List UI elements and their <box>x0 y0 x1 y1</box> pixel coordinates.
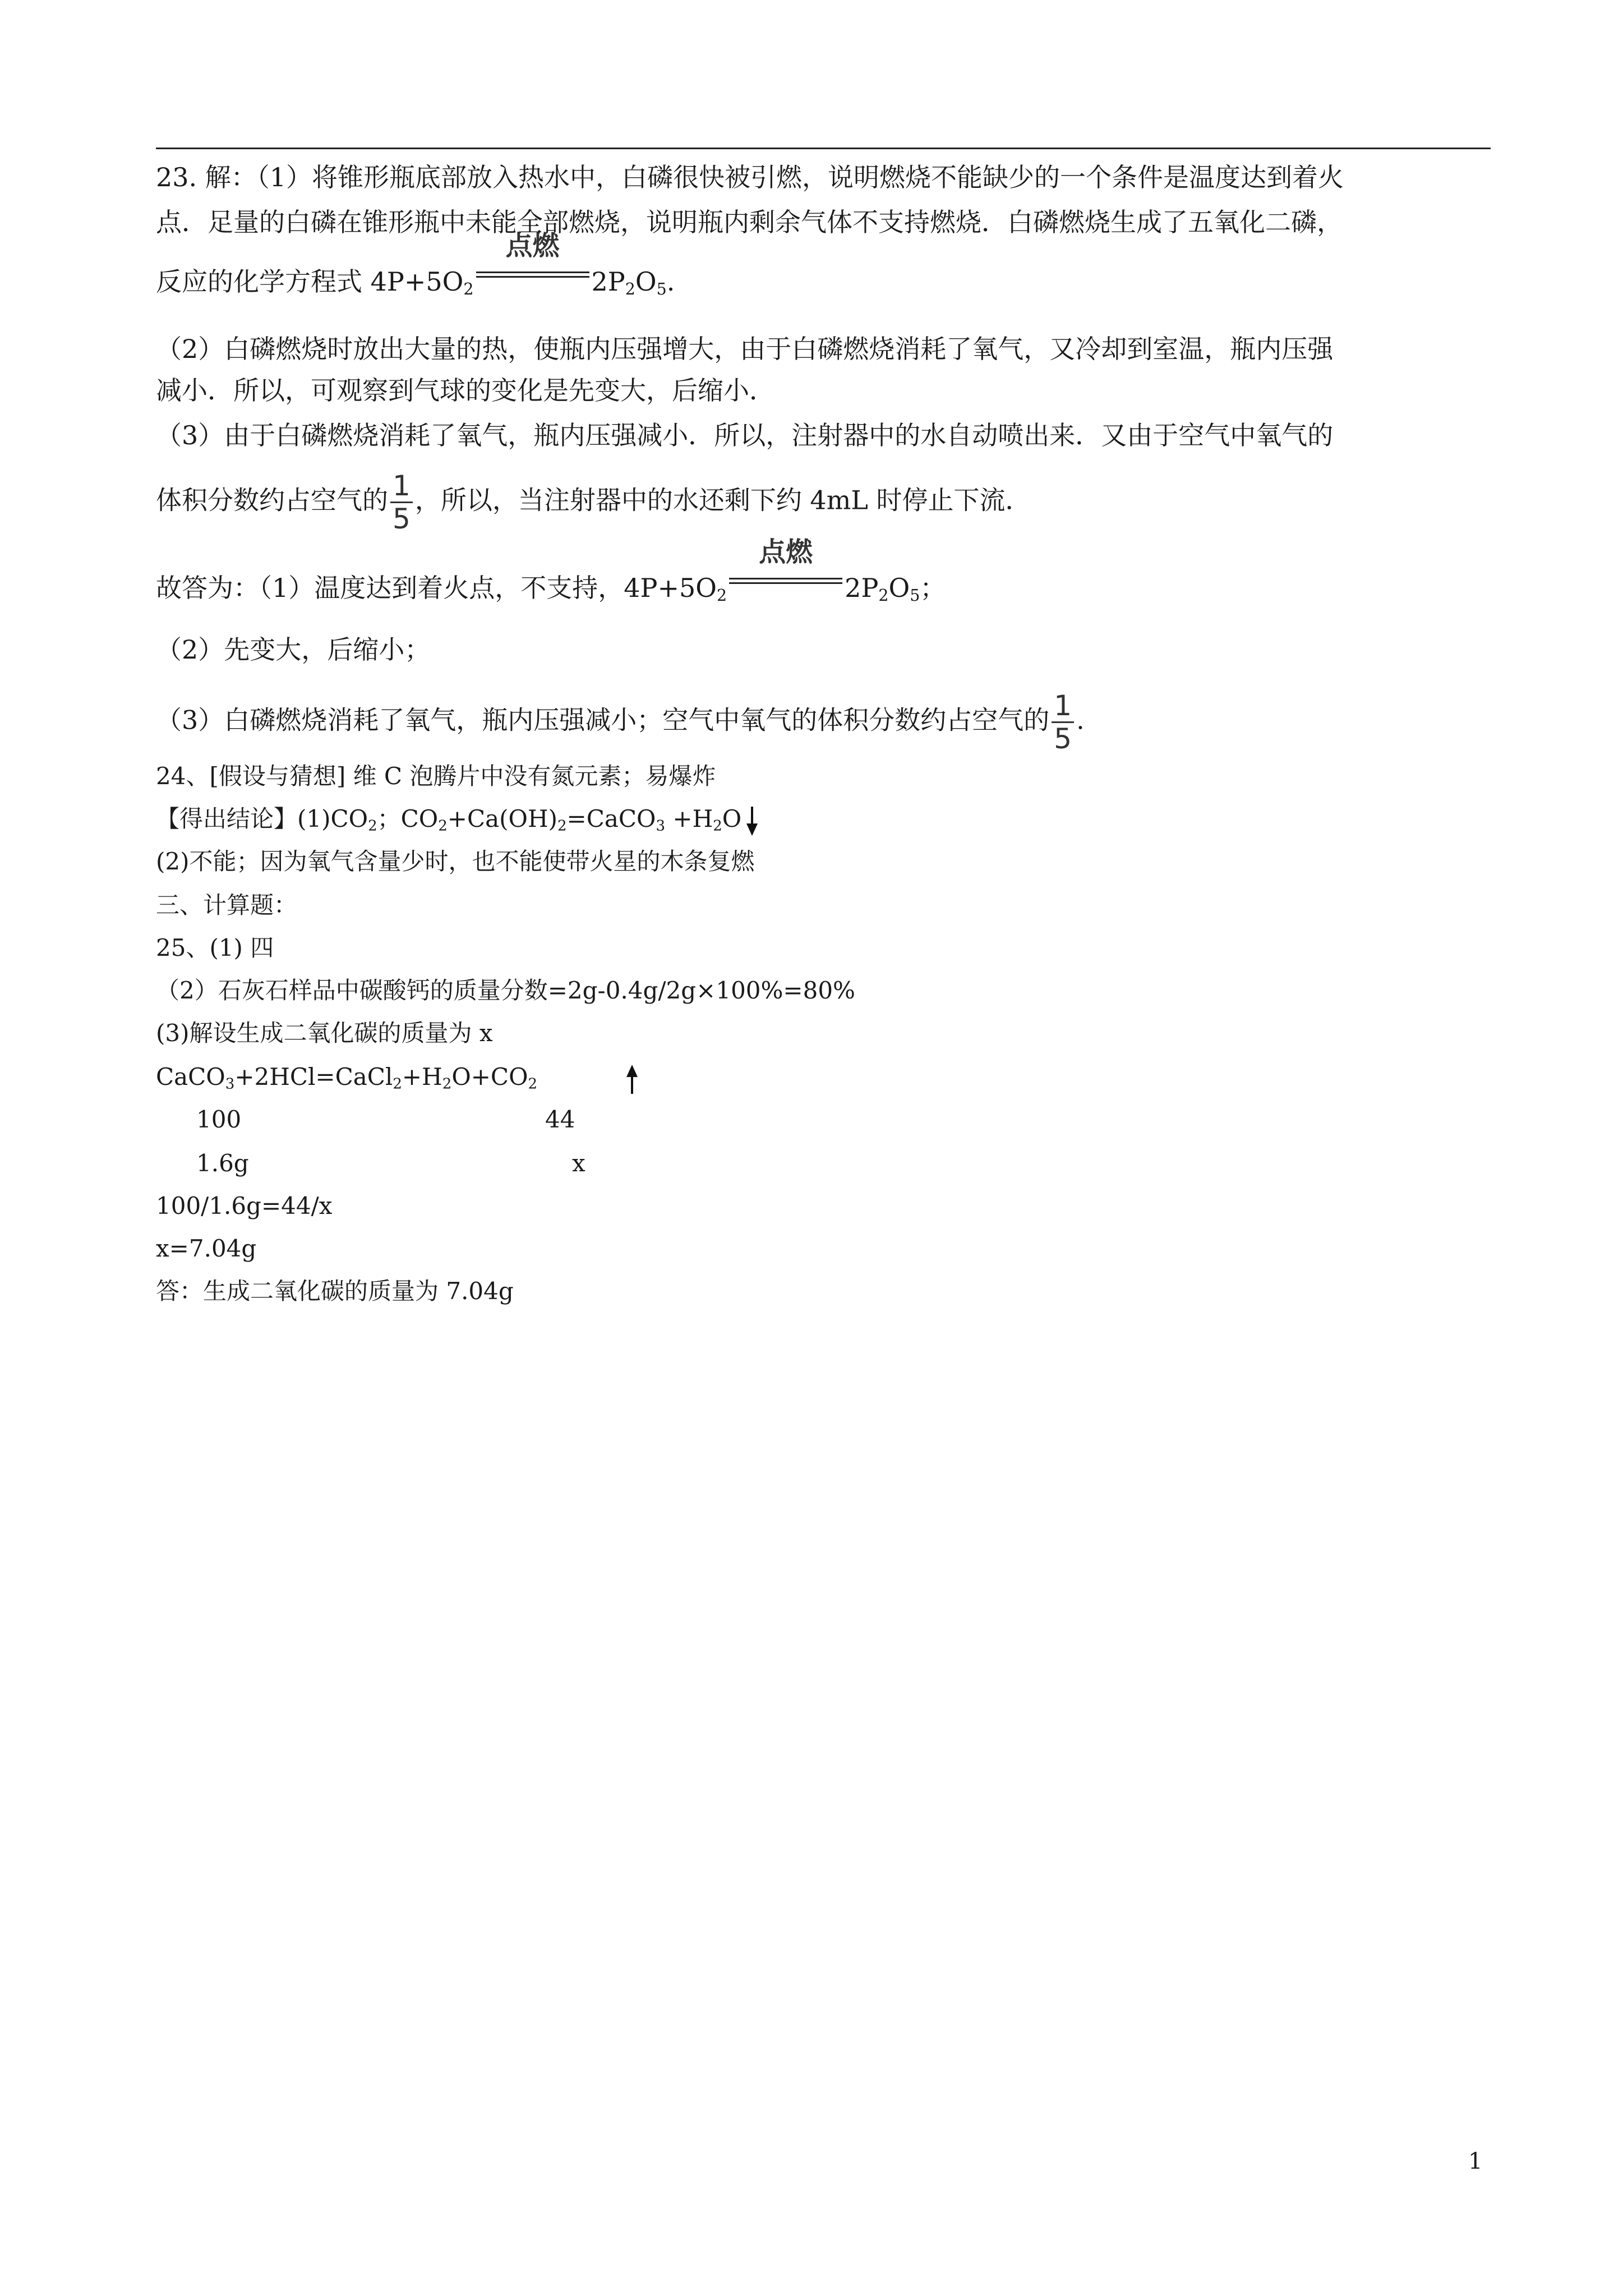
fraction-denominator: 5 <box>1054 723 1072 755</box>
condition-label: 点燃 <box>505 230 560 261</box>
q23-answer-1: 故答为：（1）温度达到着火点，不支持，$4P+5O_2$ 点燃 $2P_2O_5$； <box>156 536 946 605</box>
q23-answer-3 <box>156 690 1085 754</box>
subscript: 2 <box>878 586 889 605</box>
result-line: x=7.04g <box>156 1235 257 1262</box>
text: ，所以，当注射器中的水还剩下约 4mL 时停止下流． <box>414 485 1031 516</box>
product-o: O <box>888 573 910 603</box>
text: 【得出结论】(1)CO <box>156 805 368 832</box>
q23-line-1: 23. 解：（1）将锥形瓶底部放入热水中，白磷很快被引燃，说明燃烧不能缺少的一个条件是温度达到着火 <box>156 162 1344 192</box>
reaction-condition <box>474 230 592 291</box>
q23-line-2: 点．足量的白磷在锥形瓶中未能全部燃烧，说明瓶内剩余气体不支持燃烧．白磷燃烧生成了五氧化二磷， <box>156 207 1343 237</box>
product-2p: 2P <box>845 573 879 603</box>
subscript: 2 <box>463 280 474 299</box>
fraction-one-fifth <box>1052 690 1074 754</box>
q25-line-1: 25、(1) 四 <box>156 934 274 961</box>
molar-mass-co2: 44 <box>545 1106 575 1133</box>
down-arrow-icon <box>744 806 760 837</box>
subscript: 2 <box>717 586 727 605</box>
subscript: 2 <box>368 817 377 835</box>
ratio-line: 100/1.6g=44/x <box>156 1192 333 1220</box>
page-number: 1 <box>1468 2148 1483 2174</box>
fraction-denominator: 5 <box>393 503 411 535</box>
subscript: 2 <box>528 1075 538 1093</box>
up-arrow-icon <box>624 1064 640 1095</box>
fraction-numerator: 1 <box>390 470 413 503</box>
text: O <box>722 805 742 832</box>
header-rule <box>156 148 1491 149</box>
condition-label: 点燃 <box>759 536 813 568</box>
subscript: 2 <box>625 280 635 299</box>
subscript: 2 <box>557 817 567 835</box>
subscript: 2 <box>713 817 722 835</box>
text: 体积分数约占空气的 <box>156 485 388 516</box>
unknown-x: x <box>572 1149 585 1177</box>
subscript: 2 <box>438 817 448 835</box>
product-o: O <box>635 266 657 297</box>
subscript: 2 <box>393 1075 402 1093</box>
subscript: 3 <box>656 817 666 835</box>
section-title: 三、计算题： <box>156 891 298 919</box>
fraction-one-fifth <box>390 470 413 535</box>
reaction-condition <box>727 536 845 597</box>
text: CaCO <box>156 1063 225 1091</box>
q23-part3-line-2 <box>156 470 1031 535</box>
q23-part2-line-1: （2）白磷燃烧时放出大量的热，使瓶内压强增大，由于白磷燃烧消耗了氧气，又冷却到室温，瓶内压强 <box>156 334 1334 364</box>
subscript: 5 <box>656 280 667 299</box>
period: . <box>1076 705 1085 735</box>
text: +2HCl=CaCl <box>234 1063 393 1091</box>
text: +H <box>402 1063 442 1091</box>
final-answer: 答：生成二氧化碳的质量为 7.04g <box>156 1277 514 1305</box>
molar-mass-caco3: 100 <box>196 1106 242 1133</box>
text: ；CO <box>377 805 439 832</box>
equation-reactants: 反应的化学方程式 4P+5O <box>156 266 464 297</box>
q24-line-1: 24、[假设与猜想] 维 C 泡腾片中没有氮元素；易爆炸 <box>156 762 716 790</box>
fraction-numerator: 1 <box>1052 690 1074 723</box>
q23-equation-line <box>156 230 675 299</box>
answer-text: 故答为：（1）温度达到着火点，不支持，4P+5O <box>156 573 717 603</box>
text: =CaCO <box>566 805 656 832</box>
mass-caco3: 1.6g <box>196 1149 249 1177</box>
subscript: 3 <box>225 1075 235 1093</box>
q25-line-2: （2）石灰石样品中碳酸钙的质量分数=2g-0.4g/2g×100%=80% <box>156 977 855 1004</box>
answer-text: （3）白磷燃烧消耗了氧气，瓶内压强减小；空气中氧气的体积分数约占空气的 <box>156 705 1050 735</box>
q23-answer-2: （2）先变大，后缩小； <box>156 634 431 665</box>
q23-part2-line-2: 减小．所以，可观察到气球的变化是先变大，后缩小． <box>156 375 775 406</box>
product-2p: 2P <box>591 266 625 297</box>
text: +H <box>665 805 713 832</box>
subscript: 5 <box>910 586 920 605</box>
q24-line-3: (2)不能；因为氧气含量少时，也不能使带火星的木条复燃 <box>156 848 755 875</box>
q25-line-3: (3)解设生成二氧化碳的质量为 x <box>156 1019 493 1047</box>
text: O+CO <box>451 1063 528 1091</box>
text: +Ca(OH) <box>447 805 557 832</box>
q25-equation <box>156 1061 537 1093</box>
period: . <box>666 266 675 297</box>
q24-line-2 <box>156 803 741 835</box>
q23-part3-line-1: （3）由于白磷燃烧消耗了氧气，瓶内压强减小．所以，注射器中的水自动喷出来．又由于空气中氧气的 <box>156 420 1334 450</box>
subscript: 2 <box>442 1075 452 1093</box>
